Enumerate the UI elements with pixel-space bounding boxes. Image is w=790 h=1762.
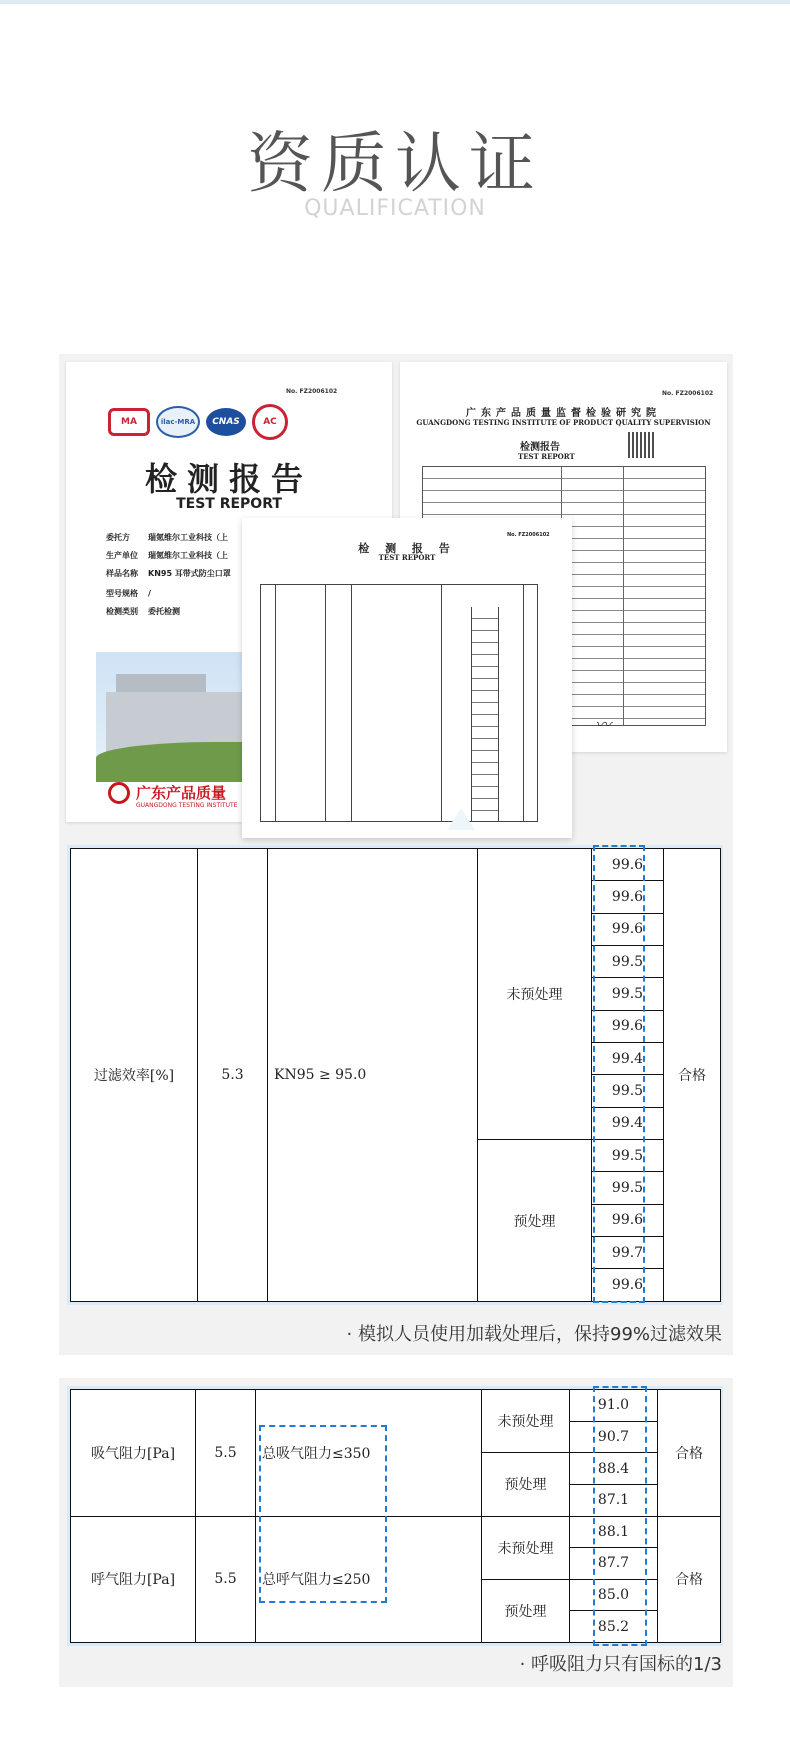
result: 合格 [658, 1390, 721, 1517]
field-category: 检测类别 委托检测 [106, 607, 180, 616]
page-2-table [260, 584, 538, 822]
value-cell: 85.0 [570, 1579, 658, 1611]
value-cell: 90.7 [570, 1421, 658, 1453]
value-cell: 91.0 [570, 1390, 658, 1422]
resistance-caption: · 呼吸阻力只有国标的1/3 [519, 1654, 722, 1675]
group-label: 预处理 [482, 1579, 570, 1642]
value-cell: 88.1 [570, 1516, 658, 1548]
resistance-table-box [67, 1386, 723, 1646]
value-cell: 99.6 [592, 1269, 664, 1302]
report-title-cn: 检测报告 [144, 460, 313, 498]
group-label: 未预处理 [482, 1390, 570, 1453]
clause: 5.3 [198, 849, 268, 1302]
signature-image: 〰 [595, 715, 612, 734]
item-name: 吸气阻力[Pa] [71, 1390, 196, 1517]
item-name: 呼气阻力[Pa] [71, 1516, 196, 1643]
resistance-table [70, 1389, 721, 1643]
page-2-title-en: TEST REPORT [378, 553, 436, 562]
page-title: 资质认证 [247, 125, 543, 202]
ac-logo-icon: AC [252, 404, 288, 440]
value-cell: 85.2 [570, 1611, 658, 1643]
zoom-pointer [447, 808, 475, 830]
report-title-en: TEST REPORT [176, 496, 282, 512]
page-2-title-cn: 检 测 报 告 [358, 542, 456, 555]
institute-name-en: GUANGDONG TESTING INSTITUTE [136, 802, 238, 809]
field-model: 型号规格 / [106, 589, 151, 598]
report-number: No. FZ2006102 [507, 532, 550, 538]
value-cell: 99.6 [592, 849, 664, 881]
item-name: 过滤效率[%] [71, 849, 198, 1302]
result: 合格 [664, 849, 721, 1302]
filtration-table-box [67, 845, 723, 1305]
institute-name-cn: 广东产品质量 [136, 784, 227, 802]
qr-code-icon [628, 432, 654, 458]
group-label: 预处理 [478, 1140, 592, 1302]
value-cell: 99.5 [592, 1140, 664, 1172]
value-cell: 88.4 [570, 1453, 658, 1485]
report-number: No. FZ2006102 [662, 390, 714, 397]
value-cell: 99.5 [592, 1172, 664, 1204]
filtration-caption: · 模拟人员使用加载处理后，保持99%过滤效果 [346, 1324, 722, 1345]
standard: 总吸气阻力≤350 [256, 1390, 482, 1517]
field-manufacturer: 生产单位 瑞氪维尔工业科技（上 [106, 551, 228, 560]
value-cell: 87.1 [570, 1484, 658, 1516]
value-cell: 99.6 [592, 881, 664, 913]
standard: KN95 ≥ 95.0 [268, 849, 478, 1302]
report-heading-cn: 检测报告 [520, 442, 560, 453]
group-label: 未预处理 [478, 849, 592, 1140]
institute-title-en: GUANGDONG TESTING INSTITUTE OF PRODUCT QUALITY SUPERVISION [416, 418, 711, 427]
result: 合格 [658, 1516, 721, 1643]
value-cell: 99.5 [592, 1075, 664, 1107]
field-sample: 样品名称 KN95 耳带式防尘口罩 [106, 569, 231, 578]
value-cell: 99.6 [592, 1204, 664, 1236]
ilac-logo-icon: ilac-MRA [156, 406, 200, 438]
page-subtitle: QUALIFICATION [304, 196, 486, 221]
group-label: 预处理 [482, 1453, 570, 1516]
value-cell: 87.7 [570, 1548, 658, 1580]
certificate-page-2 [242, 518, 572, 838]
clause: 5.5 [196, 1390, 256, 1517]
group-label: 未预处理 [482, 1516, 570, 1579]
institute-title-cn: 广东产品质量监督检验研究院 [466, 408, 661, 419]
cma-logo-icon: MA [108, 408, 150, 436]
standard: 总呼气阻力≤250 [256, 1516, 482, 1643]
filtration-table [70, 848, 721, 1302]
value-cell: 99.5 [592, 978, 664, 1010]
report-heading-en: TEST REPORT [518, 452, 575, 461]
cnas-logo-icon: CNAS [206, 408, 246, 436]
value-cell: 99.6 [592, 913, 664, 945]
value-cell: 99.4 [592, 1107, 664, 1139]
clause: 5.5 [196, 1516, 256, 1643]
field-client: 委托方 瑞氪维尔工业科技（上 [106, 533, 228, 542]
accreditation-logos [108, 404, 288, 440]
report-number: No. FZ2006102 [286, 388, 338, 395]
institute-logo-icon [108, 782, 130, 804]
value-cell: 99.5 [592, 946, 664, 978]
top-divider [0, 0, 790, 4]
value-cell: 99.7 [592, 1237, 664, 1269]
value-cell: 99.4 [592, 1043, 664, 1075]
value-cell: 99.6 [592, 1010, 664, 1042]
